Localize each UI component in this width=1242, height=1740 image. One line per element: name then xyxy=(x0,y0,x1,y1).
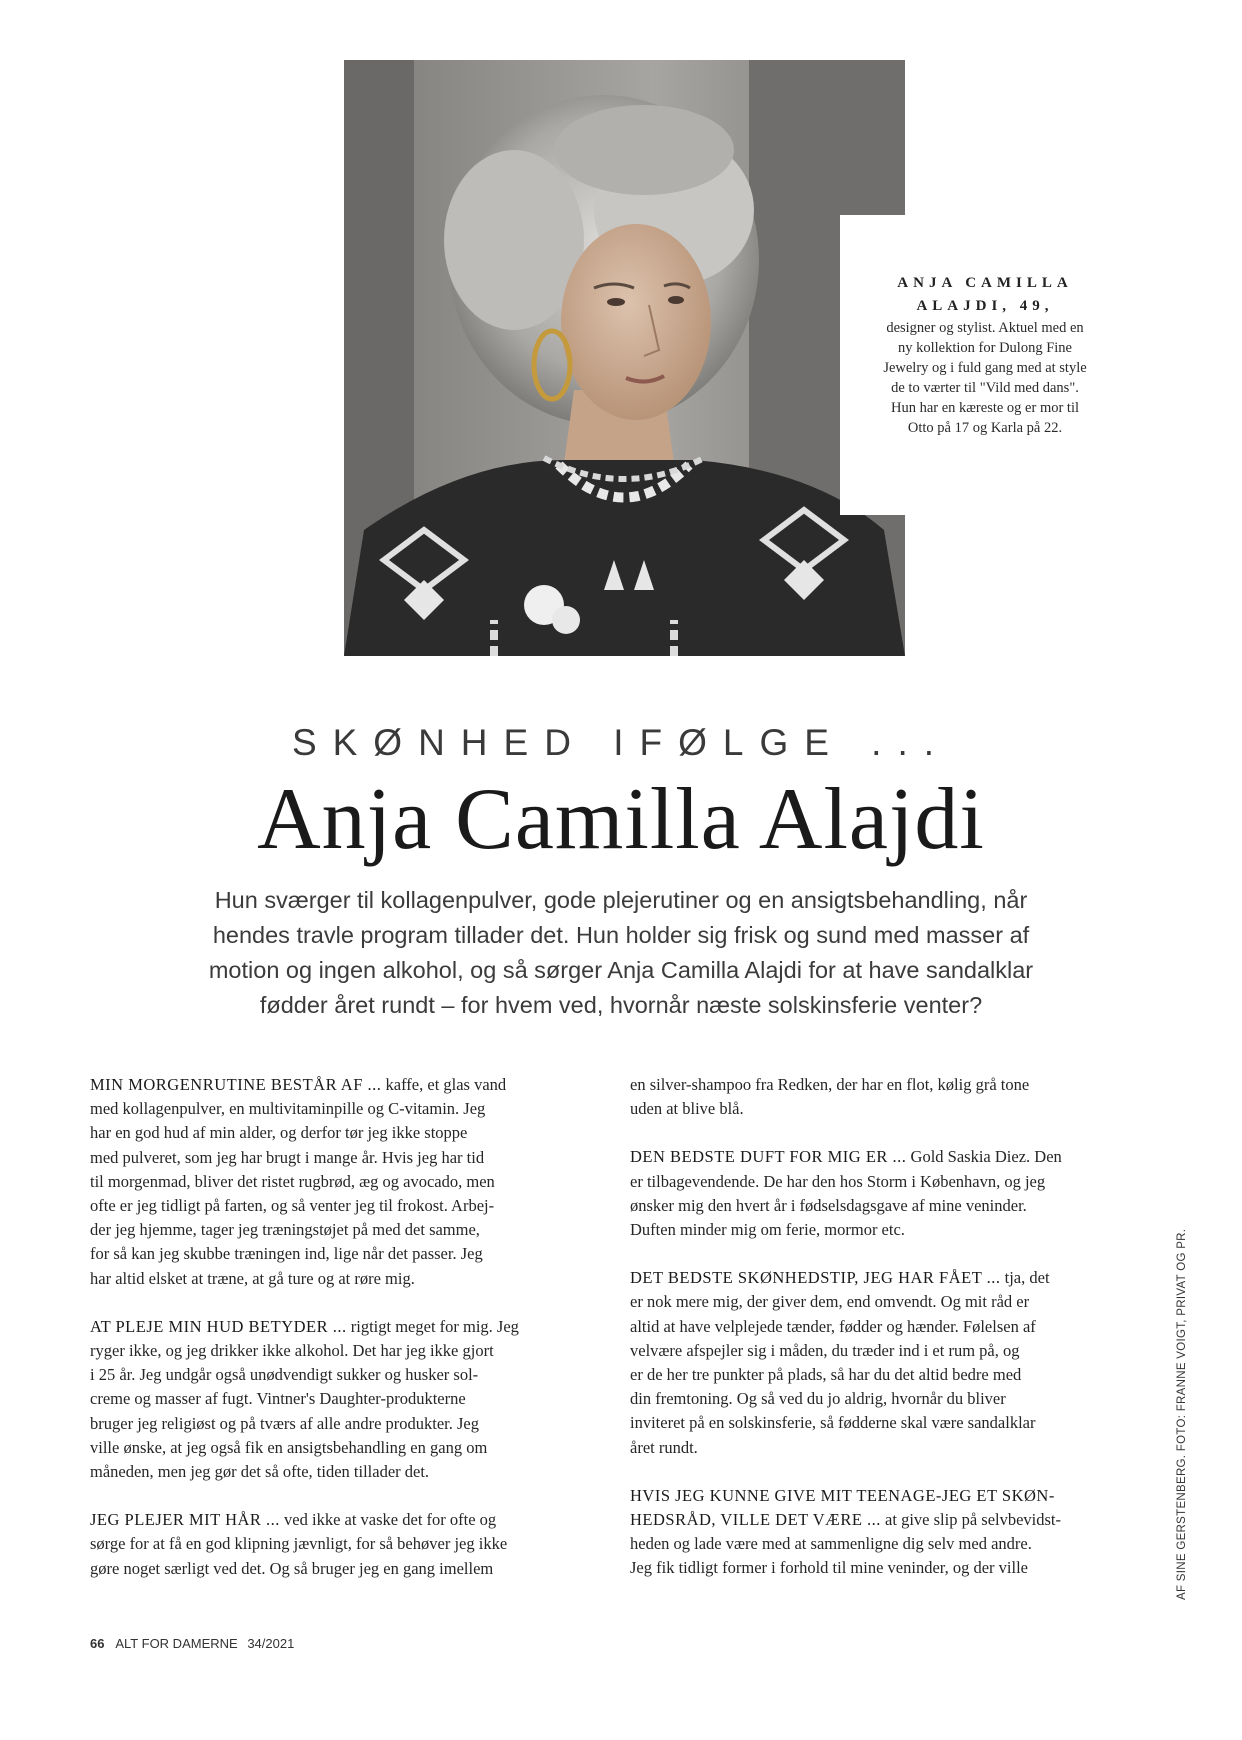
body-line: bruger jeg religiøst og på tværs af alle andre produkter. Jeg xyxy=(90,1413,480,1433)
photo-credit: AF SINE GERSTENBERG. FOTO: FRANNE VOIGT, PRIVAT OG PR. xyxy=(1176,1228,1188,1600)
body-line: er de her tre punkter på plads, så har du det altid bedre med xyxy=(630,1365,1022,1385)
body-line: heden og lade være med at sammenligne dig selv med andre. xyxy=(630,1534,1032,1554)
body-line: inviteret på en solskinsferie, så fødderne skal være sandalklar xyxy=(630,1413,1036,1433)
body-column-left xyxy=(90,1073,595,1605)
body-column-right xyxy=(630,1073,1132,1605)
caption-text-line: de to værter til "Vild med dans". xyxy=(891,380,1079,396)
paragraph-lead-in: DET BEDSTE SKØNHEDSTIP, JEG HAR FÅET ... xyxy=(630,1268,1001,1288)
body-line: creme og masser af fugt. Vintner's Daughter-produkterne xyxy=(90,1389,466,1409)
caption-text-line: ny kollektion for Dulong Fine xyxy=(898,340,1072,356)
paragraph-lead-in: HVIS JEG KUNNE GIVE MIT TEENAGE-JEG ET SKØN- xyxy=(630,1485,1055,1505)
body-line: har altid elsket at træne, at gå ture og at røre mig. xyxy=(90,1268,415,1288)
body-line: måneden, men jeg gør det så ofte, tiden tillader det. xyxy=(90,1462,430,1482)
caption-text-line: designer og stylist. Aktuel med en xyxy=(886,320,1084,336)
body-line: tja, det xyxy=(1000,1268,1050,1288)
body-line: rigtigt meget for mig. Jeg xyxy=(346,1316,519,1336)
body-paragraph xyxy=(630,1484,1132,1581)
lead-line: Hun sværger til kollagenpulver, gode plejerutiner og en ansigtsbehandling, når xyxy=(214,887,1028,913)
body-line: ønsker mig den hvert år i fødselsdagsgave af mine veninder. xyxy=(630,1195,1027,1215)
paragraph-lead-in: AT PLEJE MIN HUD BETYDER ... xyxy=(90,1316,347,1336)
body-line: er nok mere mig, der giver dem, end omvendt. Og mit råd er xyxy=(630,1292,1030,1312)
body-line: sørge for at få en god klipning jævnligt, for så behøver jeg ikke xyxy=(90,1534,508,1554)
body-line: med kollagenpulver, en multivitaminpille og C-vitamin. Jeg xyxy=(90,1099,486,1119)
body-line: uden at blive blå. xyxy=(630,1099,744,1119)
body-line: i 25 år. Jeg undgår også unødvendigt sukker og husker sol- xyxy=(90,1365,479,1385)
body-paragraph xyxy=(630,1266,1132,1460)
body-line: Gold Saskia Diez. Den xyxy=(906,1147,1062,1167)
issue-number: 34/2021 xyxy=(247,1636,295,1651)
body-line: er tilbagevendende. De har den hos Storm i København, og jeg xyxy=(630,1171,1046,1191)
body-paragraph xyxy=(630,1145,1132,1242)
caption-name-line: ALAJDI, 49, xyxy=(916,298,1054,314)
article-headline: Anja Camilla Alajdi xyxy=(257,771,985,868)
body-line: der jeg hjemme, tager jeg træningstøjet på med det samme, xyxy=(90,1220,480,1240)
body-paragraph xyxy=(90,1073,595,1291)
body-line: året rundt. xyxy=(630,1437,698,1457)
body-line: gøre noget særligt ved det. Og så bruger jeg en gang imellem xyxy=(90,1558,494,1578)
body-line: ville ønske, at jeg også fik en ansigtsbehandling en gang om xyxy=(90,1437,488,1457)
photo-caption xyxy=(850,272,1120,438)
body-line: har en god hud af min alder, og derfor tør jeg ikke stoppe xyxy=(90,1123,468,1143)
body-line: en silver-shampoo fra Redken, der har en flot, kølig grå tone xyxy=(630,1075,1030,1094)
body-line: ryger ikke, og jeg drikker ikke alkohol. Det har jeg ikke gjort xyxy=(90,1341,494,1361)
body-line: kaffe, et glas vand xyxy=(381,1075,507,1094)
portrait-photo xyxy=(344,60,905,656)
lead-line: hendes travle program tillader det. Hun holder sig frisk og sund med masser af xyxy=(212,922,1030,948)
body-paragraph xyxy=(630,1073,1132,1121)
lead-line: fødder året rundt – for hvem ved, hvornår næste solskinsferie venter? xyxy=(259,992,983,1018)
magazine-name: ALT FOR DAMERNE xyxy=(115,1636,238,1651)
page-number: 66 xyxy=(90,1636,105,1651)
caption-text-line: Otto på 17 og Karla på 22. xyxy=(907,420,1063,436)
lead-line: motion og ingen alkohol, og så sørger Anja Camilla Alajdi for at have sandalklar xyxy=(208,957,1034,983)
body-line: med pulveret, som jeg har brugt i mange år. Hvis jeg har tid xyxy=(90,1147,485,1167)
body-line: for så kan jeg skubbe træningen ind, lige når det passer. Jeg xyxy=(90,1244,483,1264)
body-paragraph xyxy=(90,1508,595,1581)
body-line: ved ikke at vaske det for ofte og xyxy=(279,1510,497,1530)
paragraph-lead-in: DEN BEDSTE DUFT FOR MIG ER ... xyxy=(630,1147,907,1167)
body-paragraph xyxy=(90,1315,595,1484)
body-line: Duften minder mig om ferie, mormor etc. xyxy=(630,1220,905,1240)
paragraph-lead-in: JEG PLEJER MIT HÅR ... xyxy=(90,1510,280,1530)
section-kicker: SKØNHED IFØLGE ... xyxy=(291,722,951,763)
article-lead xyxy=(156,883,1086,1023)
caption-text-line: Jewelry og i fuld gang med at style xyxy=(883,360,1087,376)
caption-name-line: ANJA CAMILLA xyxy=(897,275,1073,291)
body-line: Jeg fik tidligt former i forhold til mine veninder, og der ville xyxy=(630,1558,1028,1578)
paragraph-lead-in: HEDSRÅD, VILLE DET VÆRE ... xyxy=(630,1510,881,1530)
paragraph-lead-in: MIN MORGENRUTINE BESTÅR AF ... xyxy=(90,1075,382,1094)
body-line: at give slip på selvbevidst- xyxy=(880,1510,1062,1530)
body-line: velvære afspejler sig i måden, du træder ind i et rum på, og xyxy=(630,1340,1020,1360)
body-line: din fremtoning. Og så ved du jo aldrig, hvornår du bliver xyxy=(630,1389,1006,1409)
body-line: ofte er jeg tidligt på farten, og så venter jeg til frokost. Arbej- xyxy=(90,1196,495,1216)
page-footer xyxy=(90,1636,294,1651)
caption-text-line: Hun har en kæreste og er mor til xyxy=(890,400,1080,416)
body-line: til morgenmad, bliver det ristet rugbrød, æg og avocado, men xyxy=(90,1171,495,1191)
body-line: altid at have velplejede tænder, fødder og hænder. Følelsen af xyxy=(630,1316,1036,1336)
